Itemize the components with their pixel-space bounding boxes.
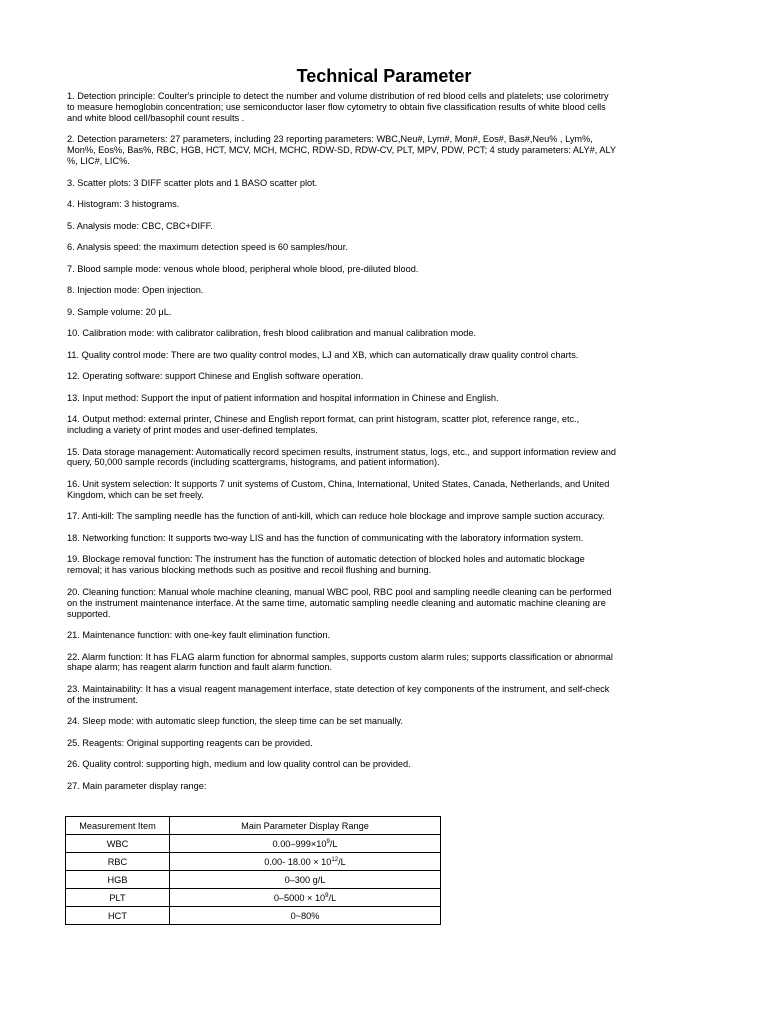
- parameter-range-table: [65, 816, 441, 925]
- table-row: [66, 889, 441, 907]
- table-row: [66, 853, 441, 871]
- parameter-item: 1. Detection principle: Coulter's principle to detect the number and volume distribution of red blood cells and platelets; use colorimetry to measure hemoglobin concentration; use semiconductor laser flow cytometry to obtain five classification results of white blood cells and white blood cell/basophil count results .: [67, 91, 612, 123]
- table-row: [66, 871, 441, 889]
- parameter-item: 13. Input method: Support the input of patient information and hospital information in Chinese and English.: [67, 392, 499, 403]
- parameter-item: 21. Maintenance function: with one-key fault elimination function.: [67, 630, 331, 641]
- parameter-item: 15. Data storage management: Automatically record specimen results, instrument status, logs, etc., and support information review and query, 50,000 sample records (including scattergrams, histograms, and patient information).: [67, 446, 619, 468]
- parameter-item: 17. Anti-kill: The sampling needle has the function of anti-kill, which can reduce hole blockage and improve sample suction accuracy.: [67, 511, 605, 522]
- document-title: Technical Parameter: [296, 66, 472, 86]
- table-header-row: [66, 817, 441, 835]
- parameter-item: 26. Quality control: supporting high, medium and low quality control can be provided.: [67, 759, 411, 770]
- table-row: [66, 907, 441, 925]
- parameter-item: 6. Analysis speed: the maximum detection speed is 60 samples/hour.: [67, 242, 348, 253]
- parameter-item: 3. Scatter plots: 3 DIFF scatter plots and 1 BASO scatter plot.: [67, 177, 318, 188]
- display-range-cell: 0~80%: [170, 907, 441, 925]
- measurement-item-cell: PLT: [66, 889, 170, 907]
- display-range-cell: 0.00- $18.00 \times 10^{12}/L$: [170, 853, 441, 871]
- parameter-item: 7. Blood sample mode: venous whole blood, peripheral whole blood, pre-diluted blood.: [67, 263, 419, 274]
- parameter-item: 27. Main parameter display range:: [67, 780, 207, 791]
- parameter-item: 10. Calibration mode: with calibrator calibration, fresh blood calibration and manual calibration mode.: [67, 328, 477, 339]
- display-range-cell: 0–300 g/L: [170, 871, 441, 889]
- parameter-item: 18. Networking function: It supports two-way LIS and has the function of communicating with the laboratory information system.: [67, 532, 584, 543]
- display-range-cell: $0.00-999\times 10^9/L$: [170, 835, 441, 853]
- parameter-item: 14. Output method: external printer, Chinese and English report format, can print histogram, scatter plot, reference range, etc., including a variety of print modes and user-defined templates.: [67, 414, 582, 436]
- parameter-item: 5. Analysis mode: CBC, CBC+DIFF.: [67, 220, 213, 231]
- parameter-item: 23. Maintainability: It has a visual reagent management interface, state detection of key components of the instrument, and self-check of the instrument.: [67, 683, 612, 705]
- header-display-range: Main Parameter Display Range: [170, 817, 441, 835]
- measurement-item-cell: HGB: [66, 871, 170, 889]
- parameter-item: 9. Sample volume: 20 μL.: [67, 306, 172, 317]
- table-row: [66, 835, 441, 853]
- parameter-item: 2. Detection parameters: 27 parameters, including 23 reporting parameters: WBC,Neu#, Lym#, Mon#, Eos#, Bas#,Neu% , Lym%, Mon%, Eos%, Bas%, RBC, HGB, HCT, MCV, MCH, MCHC, RDW-SD, RDW-CV, PLT, MPV, PDW, PCT; 4 study parameters: ALY#, ALY %, LIC#, LIC%.: [67, 134, 619, 167]
- measurement-item-cell: RBC: [66, 853, 170, 871]
- display-range-cell: $0-5000 \times 10^9/L$: [170, 889, 441, 907]
- parameter-item: 16. Unit system selection: It supports 7 unit systems of Custom, China, International, United States, Canada, Netherlands, and United Kingdom, which can be set freely.: [67, 478, 612, 500]
- parameter-item: 24. Sleep mode: with automatic sleep function, the sleep time can be set manually.: [67, 716, 403, 727]
- parameter-item: 11. Quality control mode: There are two quality control modes, LJ and XB, which can automatically draw quality control charts.: [67, 349, 579, 360]
- parameter-list: [67, 91, 617, 802]
- parameter-item: 12. Operating software: support Chinese and English software operation.: [67, 371, 364, 382]
- parameter-item: 19. Blockage removal function: The instrument has the function of automatic detection of blocked holes and automatic blockage removal; it has various blocking methods such as positive and recoil flushing and burning.: [67, 554, 588, 576]
- header-measurement-item: Measurement Item: [66, 817, 170, 835]
- parameter-item: 25. Reagents: Original supporting reagents can be provided.: [67, 737, 313, 748]
- parameter-item: 22. Alarm function: It has FLAG alarm function for abnormal samples, supports custom alarm rules; supports classification or abnormal shape alarm; has reagent alarm function and fault alarm function.: [67, 651, 616, 673]
- parameter-item: 4. Histogram: 3 histograms.: [67, 199, 180, 210]
- measurement-item-cell: WBC: [66, 835, 170, 853]
- parameter-item: 20. Cleaning function: Manual whole machine cleaning, manual WBC pool, RBC pool and sampling needle cleaning can be performed on the instrument maintenance interface. At the same time, automatic sampling needle cleaning and automatic machine cleaning are supported.: [67, 586, 614, 619]
- parameter-item: 8. Injection mode: Open injection.: [67, 285, 204, 296]
- measurement-item-cell: HCT: [66, 907, 170, 925]
